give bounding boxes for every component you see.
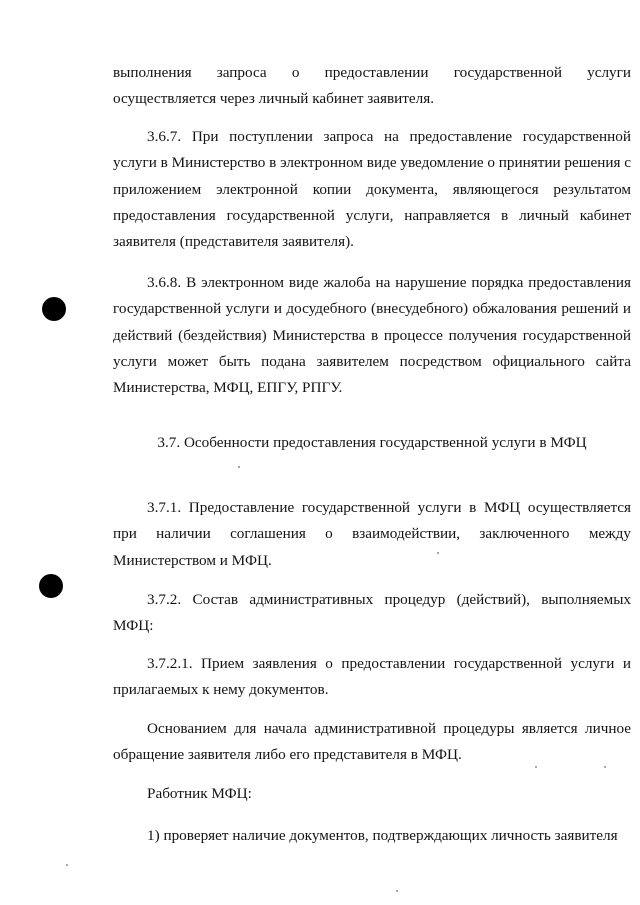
scan-speck [437,552,439,554]
paragraph-continuation: выполнения запроса о предоставлении государственной услуги осуществляется через личный кабинет заявителя. [113,64,631,108]
scan-speck [396,890,398,892]
section-heading-3-7: 3.7. Особенности предоставления государственной услуги в МФЦ [157,434,587,451]
scan-speck [535,766,537,768]
paragraph-3-7-2: 3.7.2. Состав административных процедур (действий), выполняемых МФЦ: [113,591,631,635]
paragraph-3-7-1: 3.7.1. Предоставление государственной услуги в МФЦ осуществляется при наличии соглашения о взаимодействии, заключенного между Министерством и МФЦ. [113,499,631,569]
scan-speck [238,466,240,468]
punch-hole-bottom [39,574,63,598]
scan-speck [604,766,606,768]
paragraph-3-6-7: 3.6.7. При поступлении запроса на предоставление государственной услуги в Министерство в электронном виде уведомление о принятии решения с приложением электронной копии документа, являющегося результатом предоставления государственной услуги, направляется в личный кабинет заявителя (представителя заявителя). [113,128,631,251]
paragraph-basis: Основанием для начала административной процедуры является личное обращение заявителя либо его представителя в МФЦ. [113,720,631,764]
paragraph-3-7-2-1: 3.7.2.1. Прием заявления о предоставлении государственной услуги и прилагаемых к нему документов. [113,655,631,699]
list-item-1: 1) проверяет наличие документов, подтверждающих личность заявителя [147,827,618,844]
punch-hole-top [42,297,66,321]
paragraph-worker: Работник МФЦ: [147,785,252,802]
paragraph-3-6-8: 3.6.8. В электронном виде жалоба на нарушение порядка предоставления государственной услуги и досудебного (внесудебного) обжалования решений и действий (бездействия) Министерства в процессе получения государственной услуги может быть подана заявителем посредством официального сайта Министерства, МФЦ, ЕПГУ, РПГУ. [113,274,631,397]
scan-speck [66,864,68,866]
